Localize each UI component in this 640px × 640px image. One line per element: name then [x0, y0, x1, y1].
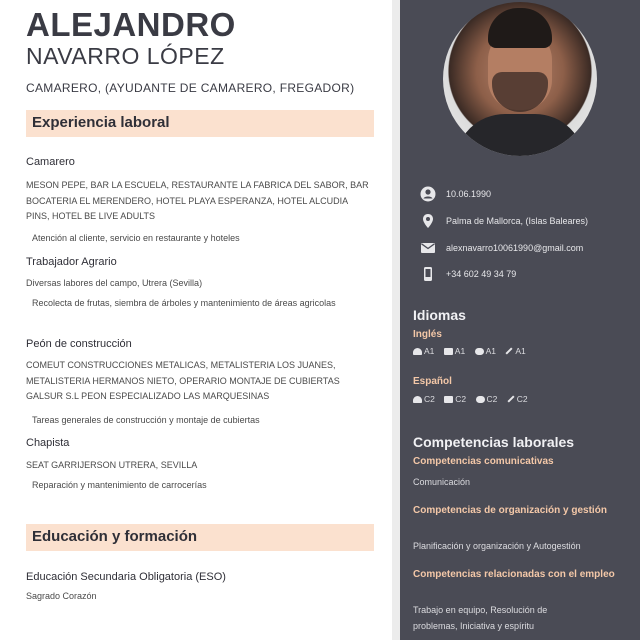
education-section-title: Educación y formación — [32, 528, 198, 545]
language-name: Español — [413, 376, 452, 387]
skill-text: Planificación y organización y Autogestión — [413, 541, 581, 551]
location-pin-icon — [420, 213, 436, 229]
language-levels — [413, 394, 535, 404]
birthdate-text: 10.06.1990 — [446, 189, 492, 199]
chat-icon — [475, 348, 484, 355]
skill-title: Competencias comunicativas — [413, 456, 554, 467]
education-title: Educación Secundaria Obligatoria (ESO) — [26, 571, 226, 583]
book-icon — [444, 396, 453, 403]
pen-icon — [506, 347, 513, 354]
job-description: Tareas generales de construcción y montaje de cubiertas — [32, 415, 260, 425]
headphones-icon — [413, 348, 422, 355]
education-section-header — [26, 524, 374, 551]
reading-level: C2 — [455, 394, 467, 404]
job-company: COMEUT CONSTRUCCIONES METALICAS, METALISTERIA LOS JUANES, METALISTERIA HERMANOS NIETO, OPERARIO MONTAJE DE CUBIERTAS GALSUR S.L PEON ESPECIALIZADO LAS MARQUESINAS — [26, 360, 340, 401]
job-description: Atención al cliente, servicio en restaurante y hoteles — [32, 233, 240, 243]
profile-photo — [443, 2, 597, 156]
user-icon — [420, 186, 436, 202]
skills-title: Competencias laborales — [413, 434, 575, 450]
first-name: ALEJANDRO — [26, 6, 236, 43]
skill-title: Competencias de organización y gestión — [413, 505, 607, 516]
book-icon — [444, 348, 453, 355]
location-text: Palma de Mallorca, (Islas Baleares) — [446, 216, 589, 226]
last-name: NAVARRO LÓPEZ — [26, 43, 225, 69]
headphones-icon — [413, 396, 422, 403]
speaking-level: A1 — [485, 346, 496, 356]
education-school: Sagrado Corazón — [26, 591, 97, 601]
job-title: Trabajador Agrario — [26, 256, 117, 268]
job-description: Reparación y mantenimiento de carrocerías — [32, 480, 207, 490]
email-icon — [420, 240, 436, 256]
experience-section-title: Experiencia laboral — [32, 114, 170, 131]
pen-icon — [507, 395, 514, 402]
writing-level: A1 — [515, 346, 526, 356]
listening-level: C2 — [424, 394, 435, 404]
phone-icon — [420, 266, 436, 282]
job-company: Diversas labores del campo, Utrera (Sevilla) — [26, 278, 203, 288]
job-title: Camarero — [26, 156, 75, 168]
job-company: SEAT GARRIJERSON UTRERA, SEVILLA — [26, 460, 198, 470]
job-title: Peón de construcción — [26, 338, 132, 350]
phone-text[interactable]: +34 602 49 34 79 — [446, 269, 517, 279]
reading-level: A1 — [454, 346, 466, 356]
listening-level: A1 — [424, 346, 435, 356]
column-divider — [392, 0, 400, 640]
job-title: Chapista — [26, 437, 70, 449]
languages-title: Idiomas — [413, 307, 466, 323]
language-name: Inglés — [413, 329, 442, 340]
writing-level: C2 — [516, 394, 528, 404]
chat-icon — [476, 396, 485, 403]
skill-text: Comunicación — [413, 477, 471, 487]
skill-text: Trabajo en equipo, Resolución de problemas, Iniciativa y espíritu — [413, 605, 548, 631]
job-role: CAMARERO, (AYUDANTE DE CAMARERO, FREGADOR) — [26, 81, 355, 95]
skill-title: Competencias relacionadas con el empleo — [413, 569, 615, 580]
experience-section-header — [26, 110, 374, 137]
job-description: Recolecta de frutas, siembra de árboles y mantenimiento de áreas agricolas — [32, 298, 336, 308]
email-text[interactable]: alexnavarro10061990@gmail.com — [446, 243, 584, 253]
job-company: MESON PEPE, BAR LA ESCUELA, RESTAURANTE LA FABRICA DEL SABOR, BAR BOCATERIA EL MERENDERO, HOTEL PLAYA ESPERANZA, HOTEL ALCUDIA PINS, HOTEL BE LIVE ADULTS — [26, 180, 369, 221]
language-levels — [413, 346, 533, 356]
speaking-level: C2 — [486, 394, 498, 404]
